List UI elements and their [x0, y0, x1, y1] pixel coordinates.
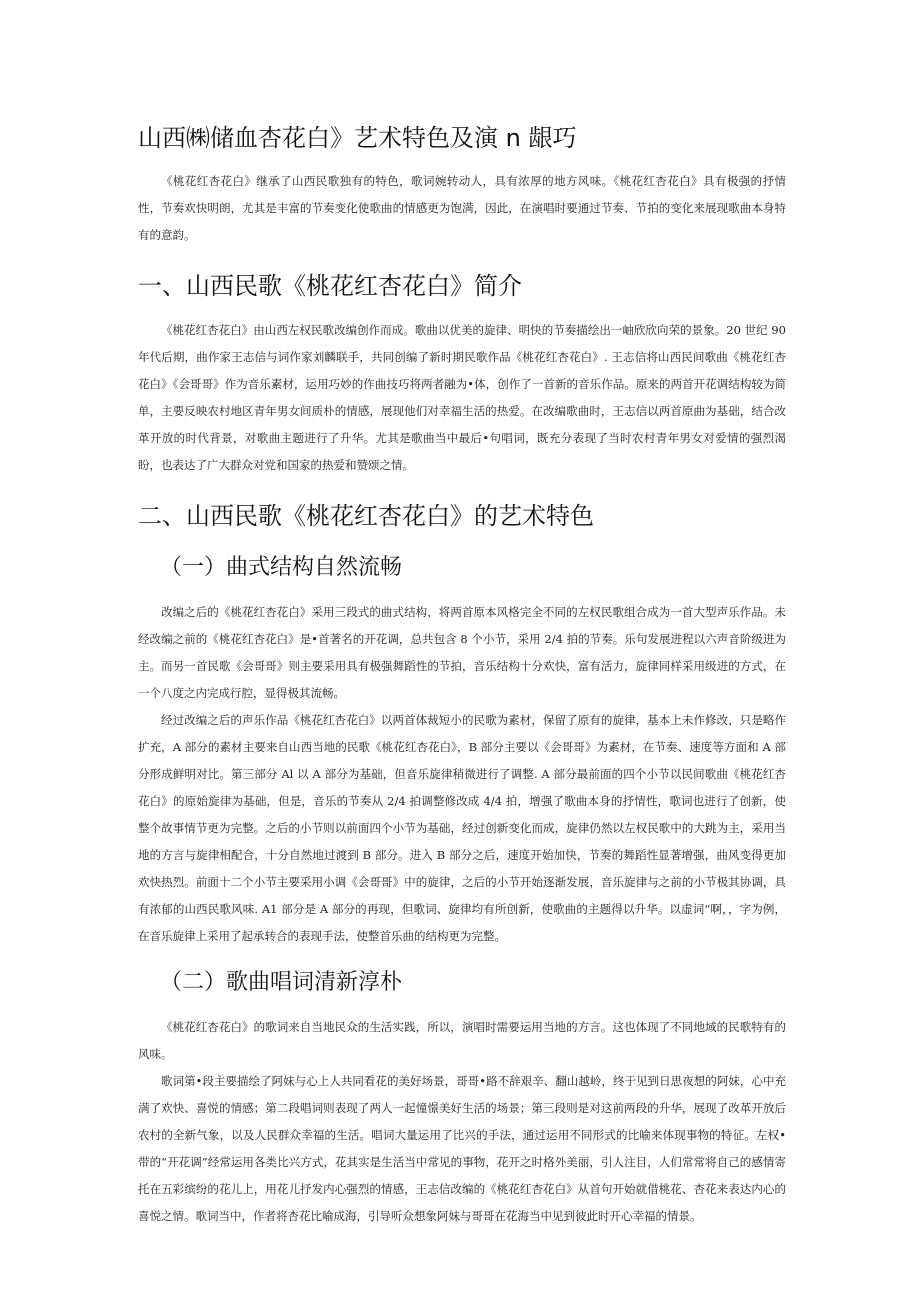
subsection-1-paragraph-1: 改编之后的《桃花红杏花白》采用三段式的曲式结构，将两首原本风格完全不同的左权民歌组合成为一首大型声乐作品。未经改编之前的《桃花红杏花白》是•首著名的开花调，总共包含 8 个小节，采用 2/4 拍的节奏。乐句发展进程以六声音阶级进为主。而另一首民歌《会哥哥》则主要采用具有极强舞蹈性的节拍，音乐结构十分欢快，富有活力，旋律同样采用级进的方式，在一个八度之内完成行腔，显得极其流畅。 [138, 605, 786, 700]
section-1-heading: 一、山西民歌《桃花红杏花白》简介 [138, 272, 522, 300]
section-2-heading: 二、山西民歌《桃花红杏花白》的艺术特色 [138, 502, 594, 530]
subsection-2-paragraph-2: 歌词第•段主要描绘了阿妹与心上人共同看花的美好场景，哥哥•路不辞艰辛、翻山越岭，终于见到日思夜想的阿妹，心中充满了欢快、喜悦的情感；第二段唱词则表现了两人一起憧憬美好生活的场景；第三段则是对这前两段的升华，展现了改革开放后农村的全新气象，以及人民群众幸福的生活。唱词大量运用了比兴的手法，通过运用不同形式的比喻来体现事物的特征。左权•带的“开花调”经常运用各类比兴方式，花其实是生活当中常见的事物，花开之时格外美丽，引人注目，人们常常将自己的感情寄托在五彩缤纷的花儿上，用花儿抒发内心强烈的情感，王志信改编的《桃花红杏花白》从首句开始就借桃花、杏花来表达内心的喜悦之情。歌词当中，作者将杏花比喻成海，引导听众想象阿妹与哥哥在花海当中见到彼此时开心幸福的情景。 [138, 1074, 786, 1223]
document-body [138, 118, 786, 1230]
section-1-paragraph: 《桃花红杏花白》由山西左权民歌改编创作而成。歌曲以优美的旋律、明快的节奏描绘出一岫欣欣向荣的景象。20 世纪 90 年代后期，曲作家王志信与词作家刘麟联手，共同创编了新时期民歌作品《桃花红杏花白》. 王志信将山西民间歌曲《桃花红杏花白》《会哥哥》作为音乐素材，运用巧妙的作曲技巧将两者融为•体，创作了一首新的音乐作品。原来的两首开花调结构较为简单，主要反映农村地区青年男女间质朴的情感，展现他们对幸福生活的热爱。在改编歌曲时，王志信以两首原曲为基础，结合改革开放的时代背景，对歌曲主题进行了升华。尤其是歌曲当中最后•句唱词，既充分表现了当时农村青年男女对爱情的强烈渴盼，也表达了广大群众对党和国家的热爱和赞颂之情。 [138, 323, 786, 472]
document-title: 山西㈱储血杏花白》艺术特色及演 n 龈巧 [138, 124, 577, 152]
intro-paragraph: 《桃花红杏花白》继承了山西民歌独有的特色，歌词婉转动人，具有浓厚的地方风味。《桃花红杏花白》具有极强的抒情性，节奏欢快明朗，尤其是丰富的节奏变化使歌曲的情感更为饱满，因此，在演唱时要通过节奏、节拍的变化来展现歌曲本身特有的意韵。 [138, 174, 786, 242]
subsection-1-paragraph-2: 经过改编之后的声乐作品《桃花红杏花白》以两首体裁短小的民歌为素材，保留了原有的旋律，基本上未作修改，只是略作扩充，A 部分的素材主要来自山西当地的民歌《桃花红杏花白》，B 部分主要以《会哥哥》为素材，在节奏、速度等方面和 A 部分形成鲜明对比。第三部分 Al 以 A 部分为基础，但音乐旋律稍微进行了调整. A 部分最前面的四个小节以民间歌曲《桃花红杏花白》的原始旋律为基础，但是，音乐的节奏从 2/4 拍调整修改成 4/4 拍，增强了歌曲本身的抒情性，歌词也进行了创新，使整个故事情节更为完整。之后的小节则以前面四个小节为基础，经过创新变化而成，旋律仍然以左权民歌中的大跳为主，采用当地的方言与旋律相配合，十分自然地过渡到 B 部分。进入 B 部分之后，速度开始加快，节奏的舞蹈性显著增强，曲风变得更加欢快热烈。前面十二个小节主要采用小调《会哥哥》中的旋律，之后的小节开始逐渐发展，音乐旋律与之前的小节极其协调，具有浓郁的山西民歌风味. A1 部分是 A 部分的再现，但歌词、旋律均有所创新，使歌曲的主题得以升华。以虚词“啊，，字为例，在音乐旋律上采用了起承转合的表现手法，使整首乐曲的结构更为完整。 [138, 713, 786, 943]
subsection-2-heading: （二）歌曲唱词清新淳朴 [160, 970, 403, 995]
subsection-2-paragraph-1: 《桃花红杏花白》的歌词来自当地民众的生活实践，所以，演唱时需要运用当地的方言。这也体现了不同地域的民歌特有的风味。 [138, 1020, 786, 1061]
subsection-1-heading: （一）曲式结构自然流畅 [160, 555, 403, 580]
